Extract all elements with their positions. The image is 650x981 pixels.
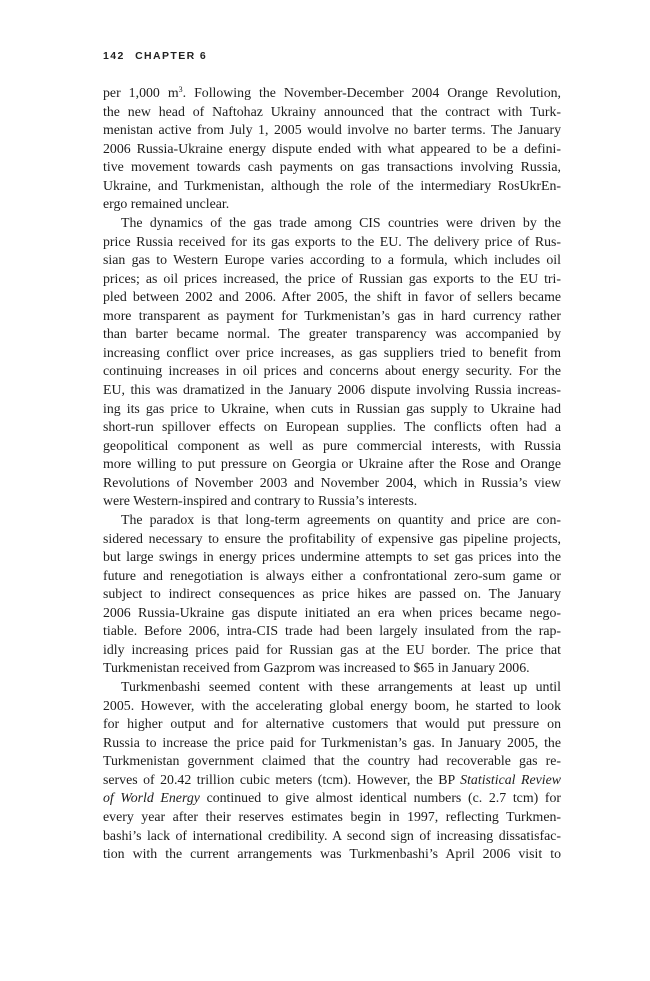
text-line: were Western-inspired and contrary to Russia’s interests. <box>103 493 418 509</box>
text-line: every year after their reserves estimates begin in 1997, reflecting Turkmen- <box>103 808 561 824</box>
superscript: 3 <box>178 85 183 94</box>
text-line: Ukraine, and Turkmenistan, although the role of the intermediary RosUkrEn- <box>103 177 561 193</box>
text-line: price Russia received for its gas exports to the EU. The delivery price of Rus- <box>103 233 561 249</box>
text-line: subject to indirect consequences as price hikes are passed on. The January <box>103 586 561 602</box>
text-line: The dynamics of the gas trade among CIS countries were driven by the <box>121 214 561 230</box>
text-line: short-run spillover effects on European supplies. The conflicts often had a <box>103 419 561 435</box>
text-line: The paradox is that long-term agreements on quantity and price are con- <box>121 511 561 527</box>
page-number: 142 <box>103 50 125 62</box>
text-line: Turkmenbashi seemed content with these arrangements at least up until <box>121 679 561 694</box>
text-line: for higher output and for alternative customers that would put pressure on <box>103 716 561 732</box>
text-line: sian gas to Western Europe varies according to a formula, which includes oil <box>103 252 561 268</box>
text-line: bashi’s lack of international credibility. A second sign of increasing dissatisfac- <box>103 827 561 843</box>
text-line: menistan active from July 1, 2005 would involve no barter terms. The January <box>103 122 561 138</box>
text-line: more transparent as payment for Turkmenistan’s gas in hard currency rather <box>103 307 561 323</box>
text-line: tive movement towards cash payments on gas transactions involving Russia, <box>103 159 561 175</box>
text-line: per 1,000 $m^3$. Following the November-December 2004 Orange Revolution, <box>103 85 561 100</box>
text-line: ergo remained unclear. <box>103 196 230 212</box>
text-line: Revolutions of November 2003 and November 2004, which in Russia’s view <box>103 474 561 490</box>
text-line: tiable. Before 2006, intra-CIS trade had been largely insulated from the rap- <box>103 623 561 639</box>
text-line: of World Energy continued to give almost identical numbers (c. 2.7 tcm) for <box>103 790 561 806</box>
text-line: tion with the current arrangements was Turkmenbashi’s April 2006 visit to <box>103 846 561 862</box>
text-line: idly increasing prices paid for Russian gas at the EU border. The price that <box>103 641 561 657</box>
text-line: geopolitical component as well as pure commercial interests, with Russia <box>103 437 561 453</box>
text-line: Russia to increase the price paid for Turkmenistan’s gas. In January 2005, the <box>103 734 561 750</box>
text-line: more willing to put pressure on Georgia or Ukraine after the Rose and Orange <box>103 456 561 472</box>
text-line: Turkmenistan received from Gazprom was increased to $65 in January 2006. <box>103 660 530 676</box>
chapter-label: CHAPTER 6 <box>135 50 208 62</box>
text-line: EU, this was dramatized in the January 2006 dispute involving Russia increas- <box>103 382 561 397</box>
text-line: serves of 20.42 trillion cubic meters (tcm). However, the BP Statistical Review <box>103 771 561 787</box>
text-line: 2006 Russia-Ukraine gas dispute initiated an era when prices became nego- <box>103 604 561 620</box>
text-line: 2006 Russia-Ukraine energy dispute ended with what appeared to be a defini- <box>103 140 561 156</box>
text-line: but large swings in energy prices undermine attempts to set gas prices into the <box>103 549 561 565</box>
text-line: prices; as oil prices increased, the price of Russian gas exports to the EU tri- <box>103 270 561 286</box>
italic-title: Statistical Review <box>460 771 561 787</box>
running-head <box>103 50 207 62</box>
paragraph <box>103 214 561 511</box>
text-line: continuing increases in oil prices and concerns about energy security. For the <box>103 363 561 379</box>
paragraph <box>103 678 561 864</box>
text-line: Turkmenistan government claimed that the country had recoverable gas re- <box>103 753 561 769</box>
text-line: than barter became normal. The greater transparency was accompanied by <box>103 326 561 342</box>
text-line: sidered necessary to ensure the profitability of expensive gas pipeline projects, <box>103 530 561 546</box>
text-line: ing its gas price to Ukraine, when cuts in Russian gas supply to Ukraine had <box>103 400 561 416</box>
body-text <box>103 84 561 864</box>
paragraph <box>103 511 561 678</box>
text-line: pled between 2002 and 2006. After 2005, the shift in favor of sellers became <box>103 289 561 305</box>
text-line: future and renegotiation is always either a confrontational zero-sum game or <box>103 567 561 583</box>
text-line: 2005. However, with the accelerating global energy boom, he started to look <box>103 697 561 713</box>
text-line: increasing conflict over price increases, as gas suppliers tried to benefit from <box>103 344 561 360</box>
italic-title: of World Energy <box>103 790 200 806</box>
paragraph <box>103 84 561 214</box>
text-line: the new head of Naftohaz Ukrainy announced that the contract with Turk- <box>103 103 561 119</box>
